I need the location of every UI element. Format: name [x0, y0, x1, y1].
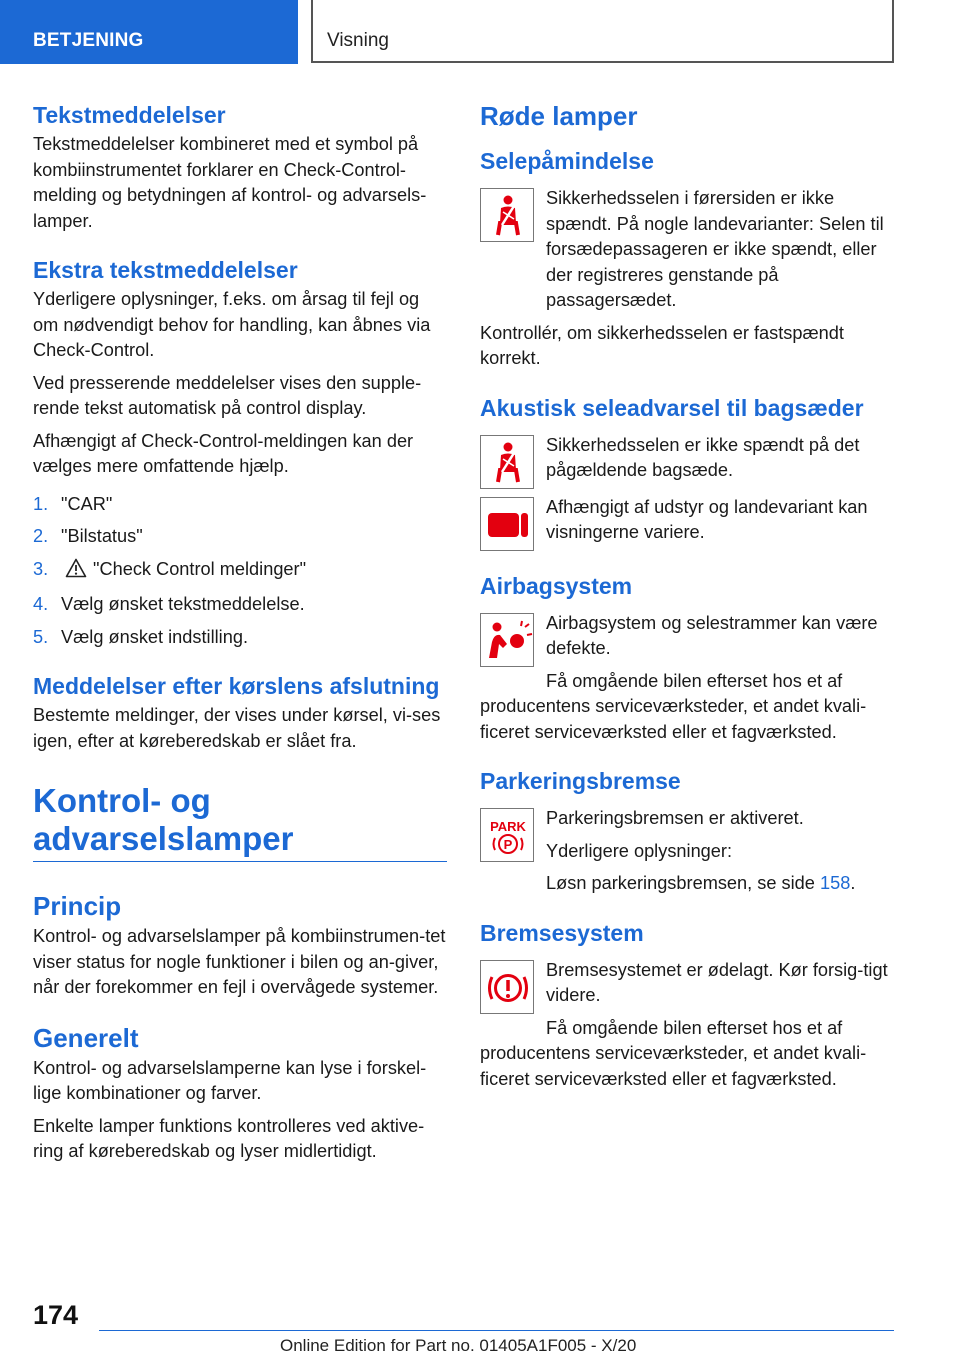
list-item	[33, 524, 447, 550]
heading-rode-lamper: Røde lamper	[480, 101, 638, 131]
lamp-item-park	[480, 806, 896, 897]
step-number: 1.	[33, 493, 49, 514]
paragraph-princip: Kontrol- og advarselslamper på kombiinstrumen-tet viser status for nogle funktioner i bilen og an-giver, når der forekommer en fejl i overvågede systemer.	[33, 926, 446, 997]
paragraph-generelt-2: Enkelte lamper funktions kontrolleres ved aktive-ring af køreberedskab og lyser midlertidigt.	[33, 1115, 425, 1161]
header-subsection-tab	[311, 0, 894, 63]
footer-edition: Online Edition for Part no. 01405A1F005 - X/20	[280, 1336, 637, 1355]
heading-princip: Princip	[33, 891, 122, 921]
step-text: Vælg ønsket indstilling.	[61, 626, 249, 647]
paragraph-ekstra-2: Ved presserende meddelelser vises den supple-rende tekst automatisk på control display.	[33, 372, 422, 418]
list-item	[33, 557, 447, 586]
heading-ekstra-tekstmeddelelser: Ekstra tekstmeddelelser	[33, 257, 298, 283]
step-text: "CAR"	[61, 493, 113, 514]
header-section-tab	[0, 0, 298, 64]
airbag-2-text: Få omgående bilen efterset hos et af producentens serviceværksteder, et andet kvali-ficeret serviceværksted eller et fagværksted.	[480, 670, 867, 742]
paragraph-park-2: Yderligere oplysninger:	[546, 840, 733, 861]
lamp-item-airbag	[480, 611, 896, 746]
paragraph-brems-1: Bremsesystemet er ødelagt. Kør forsig-tigt videre.	[546, 959, 888, 1005]
step-text: "Check Control meldinger"	[93, 558, 307, 579]
heading-bremsesystem: Bremsesystem	[480, 919, 644, 946]
steps-list	[33, 492, 447, 651]
park-3-text: Løsn parkeringsbremsen, se side	[546, 873, 815, 893]
heading-meddelelser-efter-korsel: Meddelelser efter kørslens afslutning	[33, 673, 440, 699]
page-reference-link[interactable]: 158	[819, 873, 851, 893]
brems-2-text: Få omgående bilen efterset hos et af producentens serviceværksteder, et andet kvali-ficeret serviceværksted eller et fagværksted.	[480, 1017, 867, 1089]
parking-brake-icon	[480, 808, 534, 862]
paragraph-generelt-1: Kontrol- og advarselslamperne kan lyse i forskel-lige kombinationer og farver.	[33, 1057, 427, 1103]
paragraph-akustisk-1: Sikkerhedsselen er ikke spændt på det pågældende bagsæde.	[546, 434, 860, 480]
seatbelt-warning-icon	[480, 188, 534, 242]
list-item	[33, 625, 447, 651]
paragraph-brems-2	[480, 1016, 896, 1093]
heading-airbagsystem: Airbagsystem	[480, 572, 633, 599]
park-icon-text: PARK	[490, 819, 526, 834]
header-subsection-label: Visning	[327, 30, 389, 51]
heading-akustisk-seleadvarsel: Akustisk seleadvarsel til bagsæder	[480, 394, 864, 421]
step-text: "Bilstatus"	[61, 526, 143, 546]
paragraph-ekstra-1: Yderligere oplysninger, f.eks. om årsag til fejl og om nødvendigt behov for handling, kan åbnes via Check-Control.	[33, 289, 431, 360]
lamp-item-brems	[480, 958, 896, 1093]
airbag-warning-icon	[480, 613, 534, 667]
paragraph-tekstmeddelelser: Tekstmeddelelser kombineret med et symbol på kombiinstrumentet forklarer en Check-Control-melding og betydningen af kontrol- og advarsels-lamper.	[33, 134, 427, 231]
paragraph-akustisk-2: Afhængigt af udstyr og landevariant kan visningerne variere.	[546, 496, 868, 542]
main-heading-block	[33, 782, 447, 862]
heading-tekstmeddelelser: Tekstmeddelelser	[33, 102, 226, 128]
main-heading: Kontrol- og advarselslamper	[33, 782, 294, 857]
lamp-item-akustisk-2	[480, 495, 896, 551]
step-text: Vælg ønsket tekstmeddelelse.	[61, 594, 305, 614]
page-number: 174	[33, 1300, 79, 1330]
brake-system-icon	[480, 960, 534, 1014]
heading-selepaamindelse: Selepåmindelse	[480, 148, 654, 174]
step-number: 3.	[33, 558, 49, 579]
paragraph-sele-1: Sikkerhedsselen i førersiden er ikke spændt. På nogle landevarianter: Selen til forsædepassageren er ikke spændt, eller der registreres genstande på passagersædet.	[546, 188, 884, 310]
svg-text:P: P	[503, 837, 513, 852]
step-number: 5.	[33, 626, 49, 647]
paragraph-sele-2: Kontrollér, om sikkerhedsselen er fastspændt korrekt.	[480, 322, 844, 368]
right-column	[480, 100, 896, 1099]
step-number: 4.	[33, 594, 49, 614]
list-item	[33, 492, 447, 518]
paragraph-meddelelser-efter-korsel: Bestemte meldinger, der vises under kørsel, vi-ses igen, efter at køreberedskab er slået fra.	[33, 705, 441, 751]
lamp-item-akustisk-1	[480, 433, 896, 489]
rear-seat-lamp-icon	[480, 497, 534, 551]
warning-triangle-icon	[65, 558, 87, 586]
paragraph-ekstra-3: Afhængigt af Check-Control-meldingen kan der vælges mere omfattende hjælp.	[33, 430, 414, 476]
heading-parkeringsbremse: Parkeringsbremse	[480, 768, 681, 794]
heading-generelt: Generelt	[33, 1022, 139, 1053]
footer-divider	[99, 1330, 894, 1331]
list-item	[33, 592, 447, 618]
lamp-item-sele	[480, 186, 896, 314]
paragraph-airbag-1: Airbagsystem og selestrammer kan være defekte.	[546, 612, 878, 658]
paragraph-park-3	[546, 871, 896, 897]
step-number: 2.	[33, 526, 49, 546]
park-3-end: .	[850, 873, 856, 893]
seatbelt-rear-warning-icon	[480, 435, 534, 489]
paragraph-park-1: Parkeringsbremsen er aktiveret.	[546, 808, 804, 828]
header-section-label: BETJENING	[33, 30, 144, 51]
paragraph-airbag-2	[480, 669, 896, 746]
left-column	[33, 100, 447, 1172]
